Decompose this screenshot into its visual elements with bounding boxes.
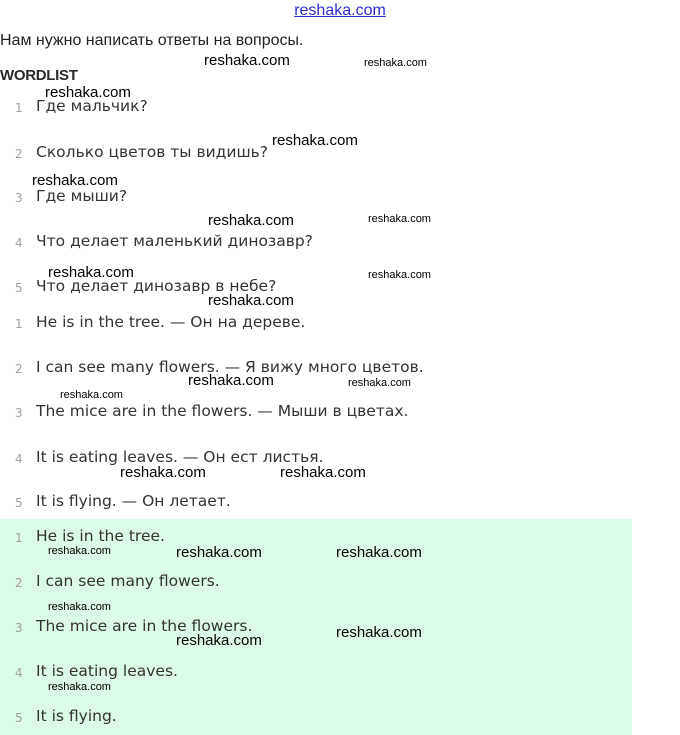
question-text: Где мыши? [36,187,128,205]
watermark: reshaka.com [272,132,358,149]
watermark: reshaka.com [208,212,294,229]
watermark: reshaka.com [368,269,431,281]
row-number: 5 [15,711,23,725]
translation-text: It is flying. — Он летает. [36,492,231,510]
translation-text: It is eating leaves. — Он ест листья. [36,448,324,466]
watermark: reshaka.com [188,372,274,389]
row-number: 1 [15,531,23,545]
question-text: Что делает динозавр в небе? [36,277,277,295]
watermark: reshaka.com [48,601,111,613]
row-number: 4 [15,452,23,466]
question-text: Где мальчик? [36,97,148,115]
watermark: reshaka.com [364,57,427,69]
watermark: reshaka.com [204,52,290,69]
watermark: reshaka.com [32,172,118,189]
row-number: 3 [15,621,23,635]
intro-text: Нам нужно написать ответы на вопросы. [0,32,304,49]
watermark: reshaka.com [336,624,422,641]
watermark: reshaka.com [48,681,111,693]
row-number: 5 [15,281,23,295]
row-number: 3 [15,406,23,420]
watermark: reshaka.com [176,632,262,649]
answer-text: The mice are in the flowers. [36,617,253,635]
answer-text: I can see many flowers. [36,572,220,590]
watermark: reshaka.com [48,264,134,281]
watermark: reshaka.com [336,544,422,561]
watermark: reshaka.com [45,84,131,101]
translation-text: I can see many flowers. — Я вижу много цветов. [36,358,424,376]
row-number: 5 [15,496,23,510]
watermark: reshaka.com [60,389,123,401]
row-number: 4 [15,666,23,680]
watermark: reshaka.com [176,544,262,561]
translation-text: He is in the tree. — Он на дереве. [36,313,306,331]
question-text: Что делает маленький динозавр? [36,232,313,250]
answer-text: It is flying. [36,707,117,725]
watermark: reshaka.com [48,545,111,557]
question-text: Сколько цветов ты видишь? [36,143,269,161]
row-number: 3 [15,191,23,205]
row-number: 4 [15,236,23,250]
row-number: 2 [15,576,23,590]
watermark: reshaka.com [368,213,431,225]
site-brand-link[interactable]: reshaka.com [294,2,386,19]
watermark: reshaka.com [348,377,411,389]
answer-text: It is eating leaves. [36,662,178,680]
row-number: 2 [15,362,23,376]
wordlist-heading: WORDLIST [0,67,78,84]
translation-text: The mice are in the flowers. — Мыши в цветах. [36,402,409,420]
answer-text: He is in the tree. [36,527,165,545]
row-number: 2 [15,147,23,161]
row-number: 1 [15,317,23,331]
watermark: reshaka.com [280,464,366,481]
watermark: reshaka.com [208,292,294,309]
row-number: 1 [15,101,23,115]
watermark: reshaka.com [120,464,206,481]
